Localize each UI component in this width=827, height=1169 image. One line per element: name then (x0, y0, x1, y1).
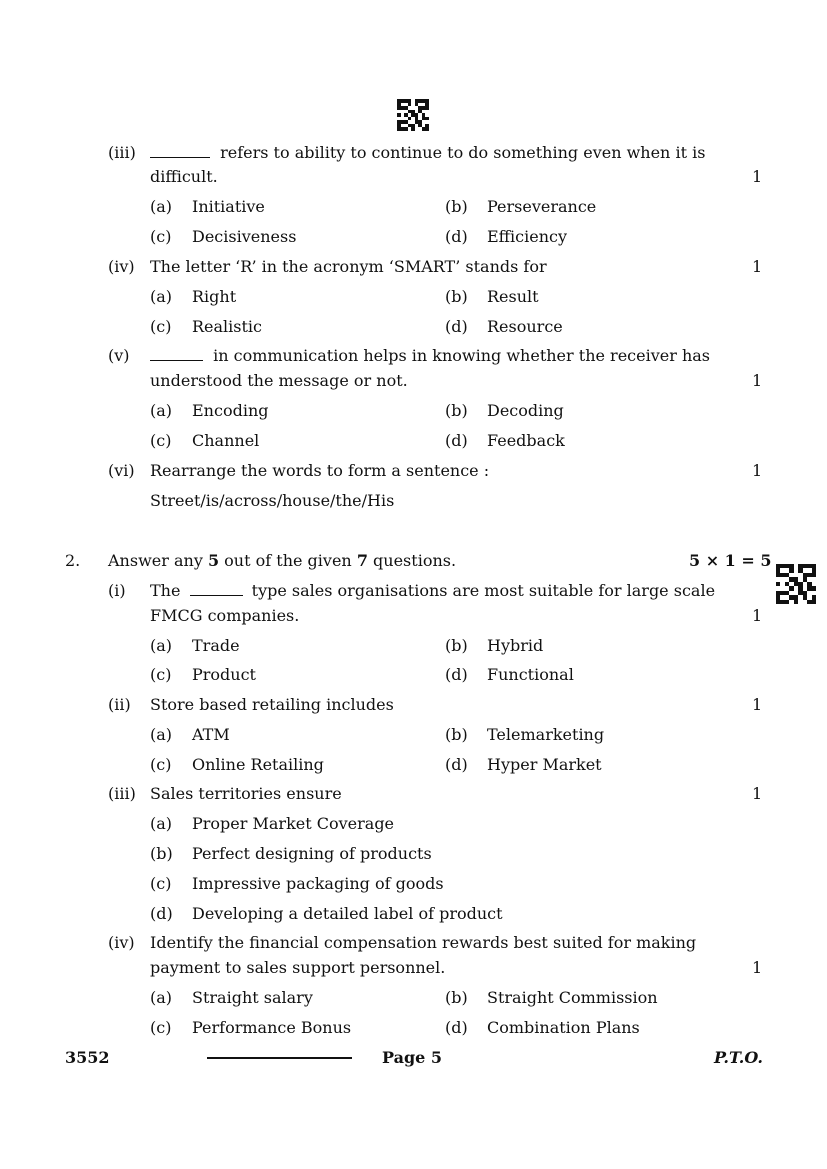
marks: 1 (752, 695, 763, 714)
option-b: Perfect designing of products (192, 844, 432, 863)
option-label: (b) (445, 401, 468, 420)
question-text: Rearrange the words to form a sentence : (150, 461, 490, 480)
question-text-cont: difficult. (150, 167, 218, 186)
option-label: (c) (150, 755, 172, 774)
option-b: Result (487, 287, 539, 306)
option-a: ATM (192, 725, 230, 744)
option-label: (d) (445, 665, 468, 684)
question-number: 2. (65, 551, 81, 570)
marks: 1 (752, 958, 763, 977)
option-a: Initiative (192, 197, 265, 216)
question-number: (iv) (108, 933, 135, 952)
question-text: Sales territories ensure (150, 784, 342, 803)
question-text-cont: payment to sales support personnel. (150, 958, 446, 977)
option-label: (d) (150, 904, 173, 923)
total-marks: 5 × 1 = 5 (689, 551, 772, 570)
question-text: The (150, 581, 181, 600)
option-c: Online Retailing (192, 755, 324, 774)
option-label: (a) (150, 197, 173, 216)
option-label: (b) (445, 197, 468, 216)
option-b: Telemarketing (487, 725, 605, 744)
option-d: Functional (487, 665, 574, 684)
question-text: refers to ability to continue to do something even when it is (220, 143, 706, 162)
question-instruction: Answer any 5 out of the given 7 questions. (108, 551, 457, 570)
question-text: The letter ‘R’ in the acronym ‘SMART’ stands for (150, 257, 547, 276)
option-label: (c) (150, 665, 172, 684)
option-c: Decisiveness (192, 227, 297, 246)
option-label: (d) (445, 755, 468, 774)
option-label: (b) (445, 287, 468, 306)
footer-divider (207, 1057, 352, 1059)
option-label: (c) (150, 227, 172, 246)
option-d: Resource (487, 317, 563, 336)
option-label: (a) (150, 401, 173, 420)
option-label: (d) (445, 431, 468, 450)
option-label: (a) (150, 725, 173, 744)
question-number: (iv) (108, 257, 135, 276)
fill-in-blank (150, 359, 203, 361)
option-a: Right (192, 287, 237, 306)
option-label: (a) (150, 287, 173, 306)
option-label: (b) (445, 988, 468, 1007)
option-c: Realistic (192, 317, 263, 336)
option-c: Channel (192, 431, 260, 450)
qr-code-right (776, 564, 816, 604)
marks: 1 (752, 257, 763, 276)
option-b: Hybrid (487, 636, 544, 655)
question-text: Identify the financial compensation rewards best suited for making (150, 933, 697, 952)
marks: 1 (752, 461, 763, 480)
question-number: (v) (108, 346, 130, 365)
question-number: (iii) (108, 143, 136, 162)
option-label: (b) (445, 725, 468, 744)
qr-code-top (397, 99, 429, 131)
option-b: Decoding (487, 401, 564, 420)
marks: 1 (752, 606, 763, 625)
page-number: Page 5 (382, 1048, 443, 1067)
option-d: Feedback (487, 431, 565, 450)
option-a: Encoding (192, 401, 269, 420)
option-b: Perseverance (487, 197, 597, 216)
question-text-cont: understood the message or not. (150, 371, 408, 390)
question-text: type sales organisations are most suitable for large scale (251, 581, 716, 600)
marks: 1 (752, 784, 763, 803)
option-label: (a) (150, 814, 173, 833)
option-label: (d) (445, 317, 468, 336)
option-d: Hyper Market (487, 755, 602, 774)
option-b: Straight Commission (487, 988, 658, 1007)
option-label: (d) (445, 1018, 468, 1037)
pto-label: P.T.O. (714, 1048, 763, 1067)
option-d: Efficiency (487, 227, 568, 246)
option-c: Performance Bonus (192, 1018, 352, 1037)
marks: 1 (752, 371, 763, 390)
question-text-cont: FMCG companies. (150, 606, 300, 625)
option-a: Straight salary (192, 988, 313, 1007)
option-label: (b) (445, 636, 468, 655)
option-c: Impressive packaging of goods (192, 874, 444, 893)
question-text: in communication helps in knowing whether the receiver has (213, 346, 711, 365)
marks: 1 (752, 167, 763, 186)
jumbled-words: Street/is/across/house/the/His (150, 491, 395, 510)
option-label: (c) (150, 1018, 172, 1037)
option-label: (c) (150, 431, 172, 450)
option-label: (c) (150, 874, 172, 893)
option-d: Combination Plans (487, 1018, 640, 1037)
question-number: (iii) (108, 784, 136, 803)
paper-code: 3552 (65, 1048, 110, 1067)
option-a: Trade (192, 636, 240, 655)
fill-in-blank (150, 156, 210, 158)
option-a: Proper Market Coverage (192, 814, 395, 833)
option-c: Product (192, 665, 256, 684)
question-text: Store based retailing includes (150, 695, 394, 714)
option-d: Developing a detailed label of product (192, 904, 503, 923)
option-label: (a) (150, 636, 173, 655)
question-number: (i) (108, 581, 126, 600)
option-label: (c) (150, 317, 172, 336)
option-label: (b) (150, 844, 173, 863)
question-number: (ii) (108, 695, 131, 714)
option-label: (a) (150, 988, 173, 1007)
option-label: (d) (445, 227, 468, 246)
fill-in-blank (190, 594, 243, 596)
question-number: (vi) (108, 461, 135, 480)
